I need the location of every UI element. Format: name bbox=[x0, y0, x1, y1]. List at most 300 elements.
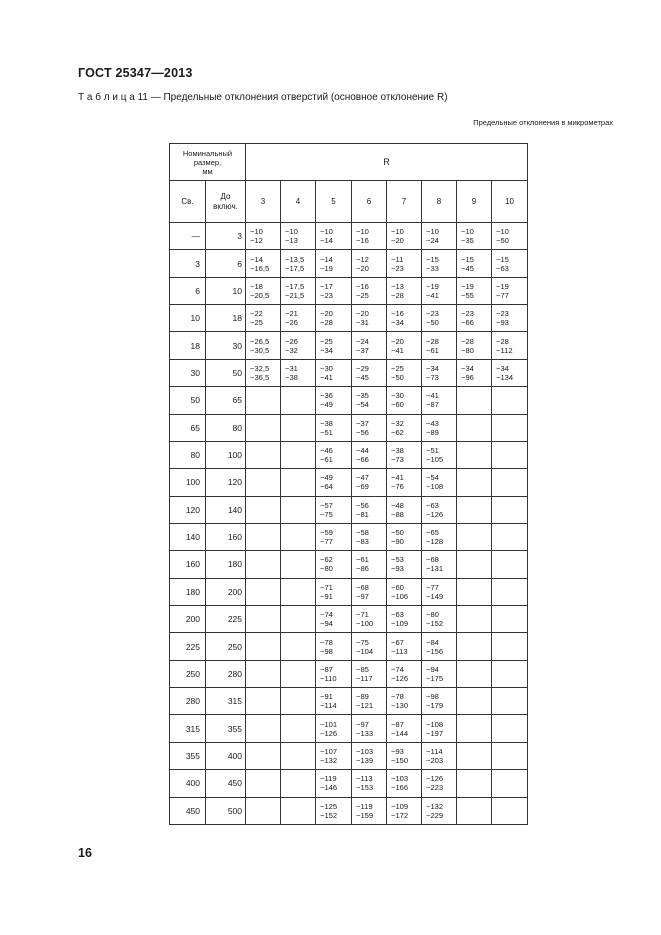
deviation-cell bbox=[457, 578, 492, 605]
deviation-cell bbox=[316, 359, 352, 386]
size-to-cell: 3 bbox=[206, 223, 246, 250]
lower-deviation: −114 bbox=[320, 701, 337, 711]
lower-deviation: −36,5 bbox=[250, 372, 270, 382]
size-to-cell: 140 bbox=[206, 496, 246, 523]
lower-deviation: −89 bbox=[426, 427, 439, 437]
upper-deviation: −13 bbox=[391, 281, 404, 291]
size-to-cell: 250 bbox=[206, 633, 246, 660]
deviation-cell bbox=[387, 660, 422, 687]
upper-deviation: −36 bbox=[320, 391, 333, 401]
upper-deviation: −103 bbox=[356, 747, 374, 756]
upper-deviation: −25 bbox=[320, 336, 333, 346]
lower-deviation: −34 bbox=[320, 345, 333, 355]
deviation-cell bbox=[352, 441, 387, 468]
lower-deviation: −56 bbox=[356, 427, 369, 437]
upper-deviation: −10 bbox=[320, 227, 333, 237]
deviation-cell bbox=[352, 770, 387, 797]
upper-deviation: −15 bbox=[426, 254, 439, 264]
deviation-cell bbox=[457, 496, 492, 523]
lower-deviation: −126 bbox=[391, 673, 409, 683]
lower-deviation: −139 bbox=[356, 756, 374, 765]
deviation-cell bbox=[387, 578, 422, 605]
deviation-cell bbox=[352, 688, 387, 715]
upper-deviation: −65 bbox=[426, 528, 439, 538]
lower-deviation: −50 bbox=[391, 372, 404, 382]
lower-deviation: −34 bbox=[391, 318, 404, 328]
table-row bbox=[170, 441, 528, 468]
size-header-line-3: мм bbox=[202, 166, 213, 176]
grade-header: 4 bbox=[281, 181, 316, 223]
lower-deviation: −121 bbox=[356, 701, 374, 711]
size-to-cell: 30 bbox=[206, 332, 246, 359]
upper-deviation: −46 bbox=[320, 446, 333, 456]
upper-deviation: −93 bbox=[391, 747, 404, 756]
deviation-cell bbox=[352, 250, 387, 277]
deviation-cell bbox=[387, 277, 422, 304]
deviation-cell bbox=[492, 633, 528, 660]
deviation-cell bbox=[422, 551, 457, 578]
upper-deviation: −53 bbox=[391, 555, 404, 565]
deviation-cell bbox=[352, 523, 387, 550]
deviation-cell bbox=[457, 660, 492, 687]
table-row bbox=[170, 387, 528, 414]
size-from-cell: 10 bbox=[170, 305, 206, 332]
upper-deviation: −20 bbox=[356, 309, 369, 319]
deviations-table bbox=[169, 143, 528, 825]
upper-deviation: −15 bbox=[461, 254, 474, 264]
lower-deviation: −152 bbox=[426, 619, 444, 629]
deviation-cell bbox=[457, 551, 492, 578]
lower-deviation: −16 bbox=[356, 236, 369, 246]
upper-deviation: −114 bbox=[426, 747, 443, 756]
upper-deviation: −103 bbox=[391, 774, 409, 784]
upper-deviation: −41 bbox=[391, 473, 404, 483]
lower-deviation: −128 bbox=[426, 537, 444, 547]
upper-deviation: −23 bbox=[496, 309, 509, 319]
upper-deviation: −19 bbox=[496, 281, 509, 291]
upper-deviation: −125 bbox=[320, 801, 338, 811]
deviation-cell bbox=[352, 715, 387, 742]
grade-header: 7 bbox=[387, 181, 422, 223]
upper-deviation: −20 bbox=[391, 336, 404, 346]
deviation-cell bbox=[352, 387, 387, 414]
deviation-cell bbox=[352, 633, 387, 660]
upper-deviation: −15 bbox=[496, 254, 509, 264]
upper-deviation: −47 bbox=[356, 473, 369, 483]
upper-deviation: −58 bbox=[356, 528, 369, 538]
table-row bbox=[170, 551, 528, 578]
deviation-cell bbox=[422, 250, 457, 277]
deviation-cell bbox=[316, 715, 352, 742]
lower-deviation: −109 bbox=[391, 619, 409, 629]
deviation-cell bbox=[281, 387, 316, 414]
upper-deviation: −107 bbox=[320, 747, 338, 756]
deviation-cell bbox=[422, 414, 457, 441]
upper-deviation: −14 bbox=[250, 254, 263, 264]
upper-deviation: −71 bbox=[356, 610, 369, 620]
lower-deviation: −66 bbox=[356, 455, 369, 465]
lower-deviation: −159 bbox=[356, 810, 374, 820]
lower-deviation: −131 bbox=[426, 564, 444, 574]
deviation-cell bbox=[492, 277, 528, 304]
deviation-cell bbox=[246, 359, 281, 386]
upper-deviation: −68 bbox=[356, 582, 369, 592]
upper-deviation: −10 bbox=[285, 227, 298, 237]
deviation-cell bbox=[387, 305, 422, 332]
upper-deviation: −84 bbox=[426, 637, 439, 647]
upper-deviation: −77 bbox=[426, 582, 439, 592]
lower-deviation: −69 bbox=[356, 482, 369, 492]
size-from-cell: 180 bbox=[170, 578, 206, 605]
deviation-cell bbox=[387, 414, 422, 441]
to-header-line-2: включ. bbox=[213, 201, 238, 211]
lower-deviation: −132 bbox=[320, 756, 338, 765]
deviation-cell bbox=[281, 305, 316, 332]
deviation-cell bbox=[492, 578, 528, 605]
upper-deviation: −119 bbox=[320, 774, 337, 784]
lower-deviation: −88 bbox=[391, 509, 404, 519]
lower-deviation: −105 bbox=[426, 455, 444, 465]
upper-deviation: −87 bbox=[320, 664, 333, 674]
upper-deviation: −132 bbox=[426, 801, 444, 811]
lower-deviation: −90 bbox=[391, 537, 404, 547]
deviation-cell bbox=[492, 469, 528, 496]
table-row bbox=[170, 250, 528, 277]
upper-deviation: −75 bbox=[356, 637, 369, 647]
deviation-cell bbox=[246, 688, 281, 715]
lower-deviation: −77 bbox=[496, 290, 509, 300]
table-row bbox=[170, 742, 528, 769]
deviation-cell bbox=[352, 797, 387, 824]
deviation-cell bbox=[387, 387, 422, 414]
lower-deviation: −33 bbox=[426, 263, 439, 273]
size-to-cell: 180 bbox=[206, 551, 246, 578]
upper-deviation: −109 bbox=[391, 801, 409, 811]
deviation-cell bbox=[422, 797, 457, 824]
upper-deviation: −78 bbox=[320, 637, 333, 647]
size-to-cell: 120 bbox=[206, 469, 246, 496]
upper-deviation: −61 bbox=[356, 555, 369, 565]
deviation-cell bbox=[316, 387, 352, 414]
deviation-cell bbox=[457, 688, 492, 715]
lower-deviation: −64 bbox=[320, 482, 333, 492]
upper-deviation: −28 bbox=[496, 336, 509, 346]
deviation-cell bbox=[246, 660, 281, 687]
deviation-cell bbox=[246, 441, 281, 468]
deviation-cell bbox=[457, 441, 492, 468]
upper-deviation: −78 bbox=[391, 692, 404, 702]
upper-deviation: −41 bbox=[426, 391, 439, 401]
lower-deviation: −14 bbox=[320, 236, 333, 246]
grade-header: 6 bbox=[352, 181, 387, 223]
deviation-cell bbox=[246, 414, 281, 441]
deviation-cell bbox=[246, 633, 281, 660]
deviation-cell bbox=[492, 551, 528, 578]
upper-deviation: −63 bbox=[426, 500, 439, 510]
lower-deviation: −25 bbox=[250, 318, 263, 328]
upper-deviation: −25 bbox=[391, 363, 404, 373]
deviation-cell bbox=[352, 305, 387, 332]
deviation-cell bbox=[352, 469, 387, 496]
deviation-cell bbox=[422, 715, 457, 742]
deviation-cell bbox=[316, 523, 352, 550]
deviation-cell bbox=[422, 578, 457, 605]
size-to-cell: 50 bbox=[206, 359, 246, 386]
lower-deviation: −203 bbox=[426, 756, 444, 765]
upper-deviation: −119 bbox=[356, 801, 373, 811]
deviation-cell bbox=[316, 332, 352, 359]
size-to-cell: 225 bbox=[206, 606, 246, 633]
size-to-cell: 18 bbox=[206, 305, 246, 332]
grade-header: 9 bbox=[457, 181, 492, 223]
deviation-cell bbox=[316, 496, 352, 523]
upper-deviation: −49 bbox=[320, 473, 333, 483]
upper-deviation: −126 bbox=[426, 774, 444, 784]
size-to-cell: 400 bbox=[206, 742, 246, 769]
deviation-cell bbox=[457, 742, 492, 769]
deviation-cell bbox=[387, 742, 422, 769]
upper-deviation: −38 bbox=[320, 418, 333, 428]
lower-deviation: −45 bbox=[461, 263, 474, 273]
lower-deviation: −80 bbox=[320, 564, 333, 574]
deviation-cell bbox=[422, 277, 457, 304]
deviation-cell bbox=[457, 223, 492, 250]
upper-deviation: −63 bbox=[391, 610, 404, 620]
size-from-cell: 18 bbox=[170, 332, 206, 359]
lower-deviation: −166 bbox=[391, 783, 409, 793]
table-row bbox=[170, 414, 528, 441]
lower-deviation: −91 bbox=[320, 591, 333, 601]
deviation-cell bbox=[492, 223, 528, 250]
deviation-cell bbox=[422, 523, 457, 550]
lower-deviation: −25 bbox=[356, 290, 369, 300]
deviation-cell bbox=[387, 688, 422, 715]
upper-deviation: −68 bbox=[426, 555, 439, 565]
table-row bbox=[170, 523, 528, 550]
lower-deviation: −133 bbox=[356, 728, 374, 738]
deviation-cell bbox=[492, 797, 528, 824]
table-row bbox=[170, 633, 528, 660]
lower-deviation: −41 bbox=[391, 345, 404, 355]
upper-deviation: −12 bbox=[356, 254, 369, 264]
size-from-cell: 140 bbox=[170, 523, 206, 550]
deviation-cell bbox=[387, 523, 422, 550]
size-to-cell: 80 bbox=[206, 414, 246, 441]
deviation-cell bbox=[316, 469, 352, 496]
upper-deviation: −54 bbox=[426, 473, 439, 483]
lower-deviation: −73 bbox=[391, 455, 404, 465]
deviation-cell bbox=[457, 414, 492, 441]
size-to-cell: 65 bbox=[206, 387, 246, 414]
deviation-cell bbox=[387, 250, 422, 277]
nominal-size-header bbox=[170, 144, 246, 181]
upper-deviation: −16 bbox=[391, 309, 404, 319]
upper-deviation: −44 bbox=[356, 446, 369, 456]
lower-deviation: −179 bbox=[426, 701, 444, 711]
lower-deviation: −21,5 bbox=[285, 290, 305, 300]
deviation-cell bbox=[492, 688, 528, 715]
lower-deviation: −35 bbox=[461, 236, 474, 246]
upper-deviation: −22 bbox=[250, 309, 263, 319]
grade-header: 8 bbox=[422, 181, 457, 223]
size-from-cell: 250 bbox=[170, 660, 206, 687]
upper-deviation: −11 bbox=[391, 254, 404, 264]
upper-deviation: −48 bbox=[391, 500, 404, 510]
deviation-cell bbox=[457, 387, 492, 414]
lower-deviation: −50 bbox=[426, 318, 439, 328]
size-to-cell: 315 bbox=[206, 688, 246, 715]
deviation-cell bbox=[457, 715, 492, 742]
size-to-cell: 100 bbox=[206, 441, 246, 468]
upper-deviation: −98 bbox=[426, 692, 439, 702]
upper-deviation: −30 bbox=[391, 391, 404, 401]
lower-deviation: −13 bbox=[285, 236, 298, 246]
to-header bbox=[206, 181, 246, 223]
lower-deviation: −77 bbox=[320, 537, 333, 547]
lower-deviation: −55 bbox=[461, 290, 474, 300]
deviation-cell bbox=[422, 332, 457, 359]
upper-deviation: −28 bbox=[426, 336, 439, 346]
upper-deviation: −26,5 bbox=[250, 336, 270, 346]
lower-deviation: −110 bbox=[320, 673, 337, 683]
upper-deviation: −32,5 bbox=[250, 363, 270, 373]
upper-deviation: −34 bbox=[461, 363, 474, 373]
lower-deviation: −38 bbox=[285, 372, 298, 382]
table-row bbox=[170, 277, 528, 304]
lower-deviation: −26 bbox=[285, 318, 298, 328]
deviation-cell bbox=[316, 277, 352, 304]
deviation-cell bbox=[352, 660, 387, 687]
lower-deviation: −108 bbox=[426, 482, 444, 492]
deviation-cell bbox=[422, 688, 457, 715]
deviation-cell bbox=[352, 496, 387, 523]
upper-deviation: −17,5 bbox=[285, 281, 305, 291]
deviation-cell bbox=[422, 469, 457, 496]
deviation-cell bbox=[387, 359, 422, 386]
upper-deviation: −60 bbox=[391, 582, 404, 592]
lower-deviation: −61 bbox=[426, 345, 439, 355]
lower-deviation: −73 bbox=[426, 372, 439, 382]
upper-deviation: −37 bbox=[356, 418, 369, 428]
upper-deviation: −14 bbox=[320, 254, 333, 264]
deviation-cell bbox=[352, 578, 387, 605]
lower-deviation: −23 bbox=[391, 263, 404, 273]
deviation-cell bbox=[422, 633, 457, 660]
deviation-cell bbox=[246, 797, 281, 824]
deviation-cell bbox=[387, 496, 422, 523]
upper-deviation: −94 bbox=[426, 664, 439, 674]
size-from-cell: 355 bbox=[170, 742, 206, 769]
lower-deviation: −20 bbox=[391, 236, 404, 246]
lower-deviation: −100 bbox=[356, 619, 374, 629]
deviation-cell bbox=[246, 578, 281, 605]
to-header-line-1: До bbox=[220, 191, 231, 201]
table-row bbox=[170, 223, 528, 250]
size-from-cell: 80 bbox=[170, 441, 206, 468]
lower-deviation: −126 bbox=[426, 509, 444, 519]
lower-deviation: −96 bbox=[461, 372, 474, 382]
size-from-cell: 50 bbox=[170, 387, 206, 414]
deviation-cell bbox=[352, 742, 387, 769]
deviation-cell bbox=[316, 770, 352, 797]
deviation-cell bbox=[352, 223, 387, 250]
deviation-cell bbox=[246, 469, 281, 496]
deviation-cell bbox=[246, 742, 281, 769]
lower-deviation: −54 bbox=[356, 400, 369, 410]
lower-deviation: −130 bbox=[391, 701, 409, 711]
lower-deviation: −30,5 bbox=[250, 345, 270, 355]
deviation-cell bbox=[316, 606, 352, 633]
upper-deviation: −101 bbox=[320, 719, 338, 729]
deviation-cell bbox=[281, 496, 316, 523]
lower-deviation: −117 bbox=[356, 673, 373, 683]
deviation-cell bbox=[246, 606, 281, 633]
upper-deviation: −34 bbox=[426, 363, 439, 373]
deviation-cell bbox=[457, 250, 492, 277]
deviation-cell bbox=[387, 633, 422, 660]
upper-deviation: −80 bbox=[426, 610, 439, 620]
lower-deviation: −12 bbox=[250, 236, 263, 246]
deviation-cell bbox=[457, 770, 492, 797]
table-row bbox=[170, 469, 528, 496]
lower-deviation: −24 bbox=[426, 236, 439, 246]
upper-deviation: −85 bbox=[356, 664, 369, 674]
size-from-cell: — bbox=[170, 223, 206, 250]
deviation-cell bbox=[492, 359, 528, 386]
deviation-cell bbox=[492, 387, 528, 414]
upper-deviation: −10 bbox=[356, 227, 369, 237]
deviation-cell bbox=[316, 223, 352, 250]
upper-deviation: −30 bbox=[320, 363, 333, 373]
lower-deviation: −16,5 bbox=[250, 263, 270, 273]
deviation-cell bbox=[281, 688, 316, 715]
upper-deviation: −10 bbox=[250, 227, 263, 237]
size-from-cell: 3 bbox=[170, 250, 206, 277]
lower-deviation: −81 bbox=[356, 509, 369, 519]
upper-deviation: −74 bbox=[320, 610, 333, 620]
deviation-cell bbox=[422, 742, 457, 769]
deviation-cell bbox=[281, 606, 316, 633]
grade-header: 10 bbox=[492, 181, 528, 223]
lower-deviation: −19 bbox=[320, 263, 333, 273]
deviation-cell bbox=[422, 305, 457, 332]
upper-deviation: −71 bbox=[320, 582, 333, 592]
deviation-cell bbox=[492, 441, 528, 468]
size-from-cell: 200 bbox=[170, 606, 206, 633]
lower-deviation: −83 bbox=[356, 537, 369, 547]
deviation-cell bbox=[387, 223, 422, 250]
deviation-cell bbox=[281, 250, 316, 277]
lower-deviation: −93 bbox=[496, 318, 509, 328]
lower-deviation: −60 bbox=[391, 400, 404, 410]
table-row bbox=[170, 578, 528, 605]
size-from-cell: 120 bbox=[170, 496, 206, 523]
lower-deviation: −66 bbox=[461, 318, 474, 328]
upper-deviation: −10 bbox=[391, 227, 404, 237]
deviation-cell bbox=[457, 633, 492, 660]
deviation-cell bbox=[457, 305, 492, 332]
upper-deviation: −10 bbox=[426, 227, 439, 237]
deviation-cell bbox=[422, 441, 457, 468]
deviation-cell bbox=[281, 633, 316, 660]
deviation-cell bbox=[422, 387, 457, 414]
deviation-cell bbox=[422, 770, 457, 797]
size-from-cell: 100 bbox=[170, 469, 206, 496]
upper-deviation: −16 bbox=[356, 281, 369, 291]
lower-deviation: −156 bbox=[426, 646, 444, 656]
deviation-cell bbox=[457, 359, 492, 386]
lower-deviation: −32 bbox=[285, 345, 298, 355]
